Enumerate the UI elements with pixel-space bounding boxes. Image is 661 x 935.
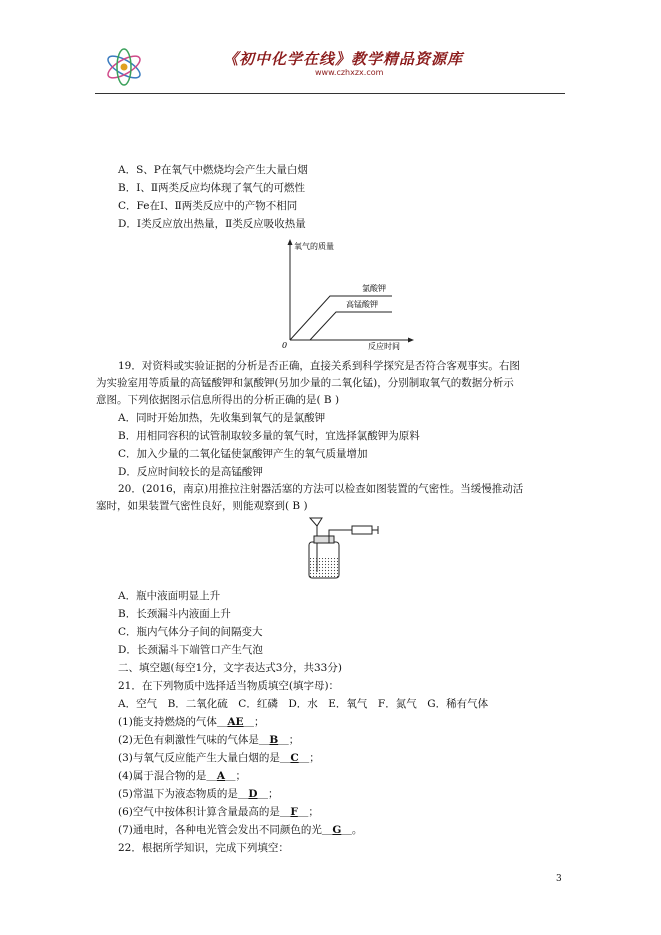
q18-option-a: A．S、P在氧气中燃烧均会产生大量白烟 bbox=[118, 164, 308, 176]
q21-item-5: (5)常温下为液态物质的是＿D＿； bbox=[118, 788, 279, 800]
origin-label: 0 bbox=[282, 341, 288, 350]
liquid bbox=[310, 558, 338, 577]
q21-answer-4: A bbox=[216, 770, 226, 782]
q20-option-c: C．瓶内气体分子间的间隔变大 bbox=[118, 626, 263, 638]
q21-choices: A．空气 B．二氧化硫 C．红磷 D．水 E．氧气 F．氮气 G．稀有气体 bbox=[118, 698, 489, 710]
q18-option-d: D．Ⅰ类反应放出热量，Ⅱ类反应吸收热量 bbox=[118, 218, 306, 230]
curve-label-permanganate: 高锰酸钾 bbox=[346, 300, 378, 309]
q20-stem-line1: 20．(2016，南京)用推拉注射器活塞的方法可以检查如图装置的气密性。当缓慢推动活 bbox=[118, 483, 524, 495]
x-axis-label: 反应时间 bbox=[368, 342, 400, 350]
q21-item-4: (4)属于混合物的是＿A＿； bbox=[118, 770, 247, 782]
q21-item-3: (3)与氧气反应能产生大量白烟的是＿C＿； bbox=[118, 752, 320, 764]
syringe-barrel bbox=[352, 526, 372, 534]
q21-answer-1: AE bbox=[227, 716, 244, 728]
q21-item-1: (1)能支持燃烧的气体＿AE＿； bbox=[118, 716, 265, 728]
q20-option-b: B．长颈漏斗内液面上升 bbox=[118, 608, 231, 620]
q21-item-6: (6)空气中按体积计算含量最高的是＿F＿； bbox=[118, 806, 319, 818]
page-header bbox=[95, 42, 565, 94]
oxygen-mass-graph bbox=[280, 238, 420, 350]
q20-option-a: A．瓶中液面明显上升 bbox=[118, 590, 221, 602]
section2-title: 二、填空题(每空1分，文字表达式3分，共33分) bbox=[118, 662, 342, 674]
q18-option-c: C．Fe在Ⅰ、Ⅱ两类反应中的产物不相同 bbox=[118, 200, 298, 212]
q21-stem: 21．在下列物质中选择适当物质填空(填字母)： bbox=[118, 680, 340, 692]
q20-stem-line2: 塞时，如果装置气密性良好，则能观察到( B ) bbox=[96, 500, 308, 512]
q19-option-d: D．反应时间较长的是高锰酸钾 bbox=[118, 466, 263, 478]
q20-option-d: D．长颈漏斗下端管口产生气泡 bbox=[118, 644, 263, 656]
curve-potassium-permanganate bbox=[310, 312, 392, 340]
x-axis-arrow-icon bbox=[408, 338, 414, 343]
q21-answer-7: G bbox=[332, 824, 342, 836]
apparatus-figure bbox=[300, 512, 380, 582]
header-url: www.czhxzx.com bbox=[315, 68, 384, 77]
page-number: 3 bbox=[556, 874, 562, 884]
q19-stem-line2: 为实验室用等质量的高锰酸钾和氯酸钾(另加少量的二氧化锰)，分别制取氧气的数据分析示 bbox=[96, 377, 514, 389]
header-divider bbox=[95, 93, 565, 94]
q19-option-c: C．加入少量的二氧化锰使氯酸钾产生的氧气质量增加 bbox=[118, 448, 368, 460]
q19-option-b: B．用相同容积的试管制取较多量的氧气时，宜选择氯酸钾为原料 bbox=[118, 430, 420, 442]
q21-item-7: (7)通电时，各种电光管会发出不同颜色的光＿G＿。 bbox=[118, 824, 363, 836]
q22-stem: 22．根据所学知识，完成下列填空： bbox=[118, 842, 289, 854]
q21-answer-2: B bbox=[269, 734, 279, 746]
q21-item-2: (2)无色有刺激性气味的气体是＿B＿； bbox=[118, 734, 300, 746]
curve-label-chlorate: 氯酸钾 bbox=[362, 284, 386, 293]
header-title: 《初中化学在线》教学精品资源库 bbox=[223, 50, 464, 68]
q21-answer-5: D bbox=[248, 788, 258, 800]
q19-stem-line1: 19．对资料或实验证据的分析是否正确，直接关系到科学探究是否符合客观事实。右图 bbox=[118, 360, 520, 372]
y-axis-label: 氧气的质量 bbox=[294, 242, 334, 251]
stopper bbox=[314, 536, 334, 543]
q18-option-b: B．Ⅰ、Ⅱ两类反应均体现了氧气的可燃性 bbox=[118, 182, 305, 194]
q19-stem-line3: 意图。下列依据图示信息所得出的分析正确的是( B ) bbox=[96, 394, 340, 406]
q21-answer-3: C bbox=[290, 752, 299, 764]
y-axis-arrow-icon bbox=[288, 239, 293, 245]
funnel-icon bbox=[310, 518, 322, 526]
atom-logo-icon bbox=[103, 46, 145, 88]
q21-answer-6: F bbox=[290, 806, 298, 818]
q19-option-a: A．同时开始加热，先收集到氧气的是氯酸钾 bbox=[118, 412, 326, 424]
